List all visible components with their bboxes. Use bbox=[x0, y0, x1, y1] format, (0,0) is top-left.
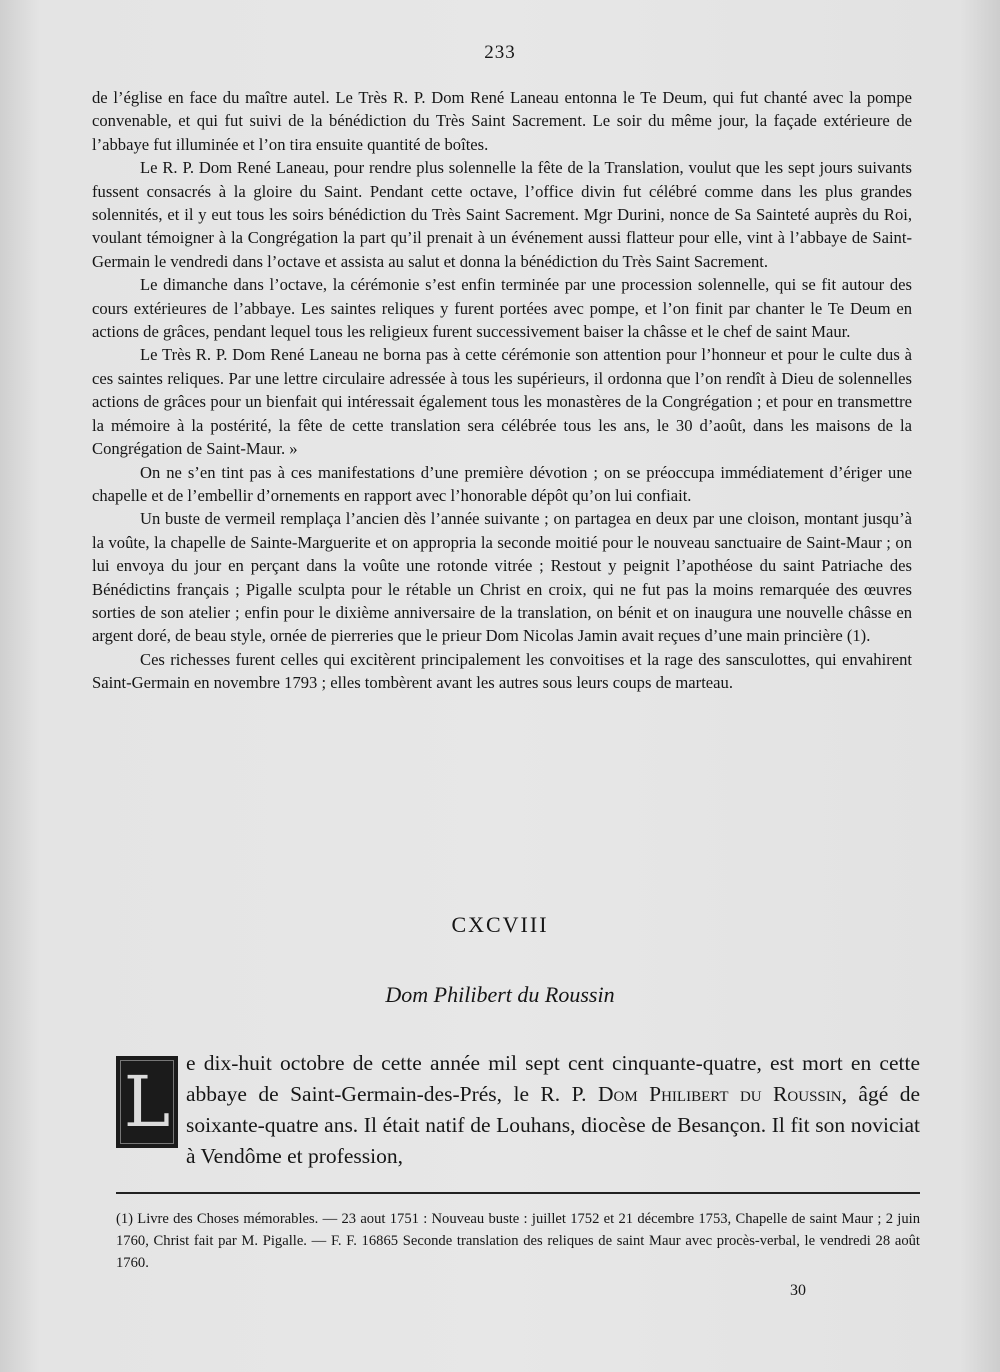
chapter-opening bbox=[116, 1048, 920, 1172]
paragraph-7: Ces richesses furent celles qui excitèrent principalement les convoitises et la rage des sansculottes, qui envahirent Saint-Germain en novembre 1793 ; elles tombèrent avant les autres sous leurs coups de marteau. bbox=[92, 649, 912, 693]
paragraph-1: de l’église en face du maître autel. Le Très R. P. Dom René Laneau entonna le Te Deum, qui fut chanté avec la pompe convenable, et qui fut suivi de la bénédiction du Très Saint Sacrement. Le soir du même jour, la façade extérieure de l’abbaye fut illuminée et l’on tira ensuite quantité de boîtes. bbox=[92, 88, 912, 154]
ornate-dropcap bbox=[116, 1056, 178, 1148]
dropcap-letter: L bbox=[123, 1061, 171, 1143]
paragraph-4: Le Très R. P. Dom René Laneau ne borna pas à cette cérémonie son attention pour l’honneur et pour le culte dus à ces saintes reliques. Par une lettre circulaire adressée à tous les supérieurs, il ordonna que l’on rendît à Dieu de solennelles actions de grâces pour un bienfait qui intéressait également tous les monastères de la Congrégation ; et pour en transmettre la mémoire à la postérité, la fête de cette translation sera célébrée tous les ans, le 30 d’août, dans les maisons de la Congrégation de Saint-Maur. » bbox=[92, 345, 912, 459]
footnote-rule bbox=[116, 1192, 920, 1194]
chapter-number: CXCVIII bbox=[451, 912, 549, 937]
paragraph-2: Le R. P. Dom René Laneau, pour rendre plus solennelle la fête de la Translation, voulut que les sept jours suivants fussent consacrés à la gloire du Saint. Pendant cette octave, l’office divin fut célébré comme dans les plus grandes solennités, et il y eut tous les soirs bénédiction du Très Saint Sacrement. Mgr Durini, nonce de Sa Sainteté auprès du Roi, voulant témoigner à la Congrégation la part qu’il prenait à un événement aussi flatteur pour elle, vint à l’abbaye de Saint-Germain le vendredi dans l’octave et assista au salut et donna la bénédiction du Très Saint Sacrement. bbox=[92, 158, 912, 271]
paragraph-5: On ne s’en tint pas à ces manifestations d’une première dévotion ; on se préoccupa immédiatement d’ériger une chapelle et de l’embellir d’ornements en rapport avec l’honorable dépôt qu’on lui confiait. bbox=[92, 462, 912, 505]
main-text bbox=[92, 86, 912, 695]
footnote: (1) Livre des Choses mémorables. — 23 aout 1751 : Nouveau buste : juillet 1752 et 21 décembre 1753, Chapelle de saint Maur ; 2 juin 1760, Christ fait par M. Pigalle. — F. F. 16865 Seconde translation des reliques de saint Maur avec procès-verbal, le vendredi 28 août 1760. bbox=[116, 1211, 920, 1271]
chapter-title: Dom Philibert du Roussin bbox=[385, 982, 615, 1007]
opening-text-start: e dix-huit octobre de cette année mil sept cent cinquante-quatre, est mort en cette abbaye de Saint-Germain-des-Prés, le R. P. bbox=[186, 1051, 920, 1106]
opening-text-end: , âgé de soixante-quatre ans. Il était natif de Louhans, diocèse de Besançon. Il fit son noviciat à Vendôme et profession, bbox=[186, 1082, 920, 1168]
paragraph-3: Le dimanche dans l’octave, la cérémonie s’est enfin terminée par une procession solennelle, qui se fit autour des cours extérieures de l’abbaye. Les saintes reliques y furent portées avec pompe, et l’on finit par chanter le Te Deum en actions de grâces, pendant lequel tous les religieux furent successivement baiser la châsse et le chef de saint Maur. bbox=[92, 275, 912, 342]
signature-mark: 30 bbox=[790, 1282, 806, 1299]
page-number: 233 bbox=[484, 42, 516, 63]
opening-name-smallcaps: Dom Philibert du Roussin bbox=[597, 1082, 842, 1106]
paragraph-6: Un buste de vermeil remplaça l’ancien dès l’année suivante ; on partagea en deux par une cloison, montant jusqu’à la voûte, la chapelle de Sainte-Marguerite et on appropria la seconde moitié pour le nouveau sanctuaire de Saint-Maur ; on lui envoya du jour en perçant dans la voûte une rotonde vitrée ; Restout y peignit l’apothéose du saint Patriache des Bénédictins français ; Pigalle sculpta pour le rétable un Christ en croix, qui ne fut pas la moins remarquée des œuvres sorties de son atelier ; enfin pour le dixième anniversaire de la translation, on bénit et on inaugura une nouvelle châsse en argent doré, de beau style, ornée de pierreries que le prieur Dom Nicolas Jamin avait reçues d’une main princière (1). bbox=[92, 509, 912, 646]
